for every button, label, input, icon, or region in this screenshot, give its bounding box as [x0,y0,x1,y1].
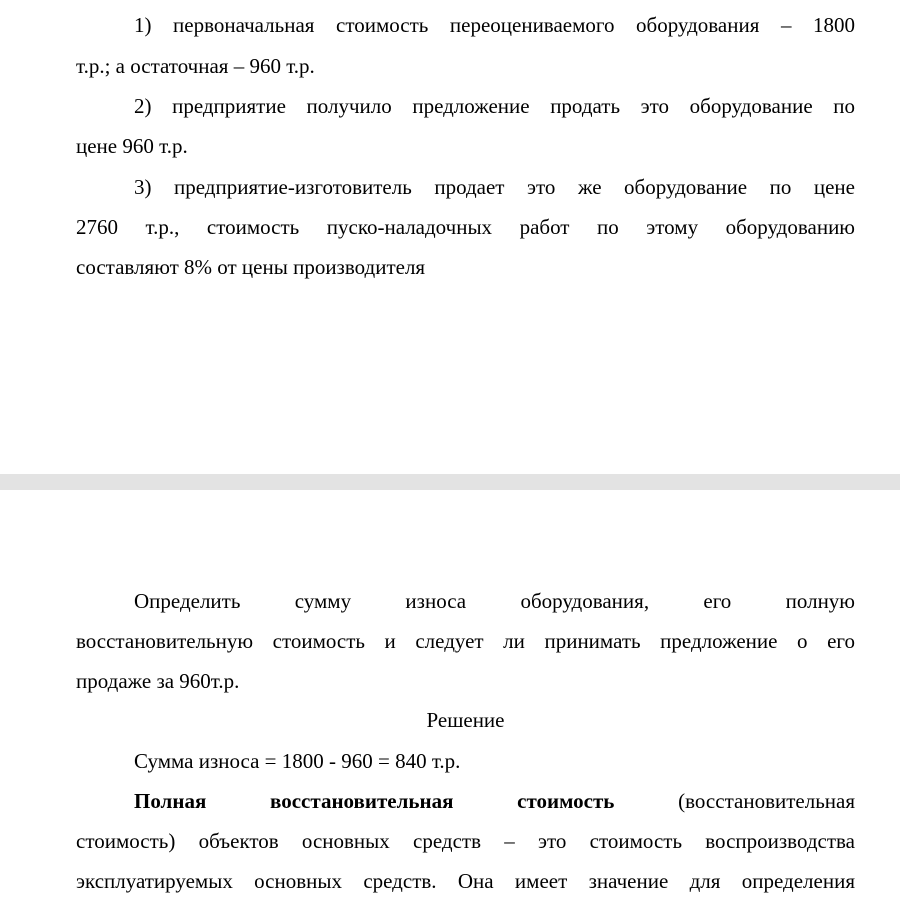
list-item-1-line-2: т.р.; а остаточная – 960 т.р. [76,54,315,78]
document-page-bottom [0,490,900,898]
definition-line-1-rest: (восстановительная [678,789,855,813]
task-line-3: продаже за 960т.р. [76,669,240,693]
definition-line-3: эксплуатируемых основных средств. Она имеет значение для определения [76,869,855,893]
list-item-3-line-1: 3) предприятие-изготовитель продает это же оборудование по цене [134,175,855,199]
task-line-1: Определить сумму износа оборудования, его полную [134,589,855,613]
solution-heading: Решение [426,708,505,732]
list-item-1-line-1: 1) первоначальная стоимость переоцениваемого оборудования – 1800 [134,13,855,37]
list-item-2-line-2: цене 960 т.р. [76,134,188,158]
definition-line-2: стоимость) объектов основных средств – это стоимость воспроизводства [76,829,855,853]
definition-line-1 [134,788,855,814]
list-item-3-line-2: 2760 т.р., стоимость пуско-наладочных работ по этому оборудованию [76,215,855,239]
wear-formula: Сумма износа = 1800 - 960 = 840 т.р. [134,749,461,773]
list-item-2-line-1: 2) предприятие получило предложение продать это оборудование по [134,94,855,118]
task-line-2: восстановительную стоимость и следует ли принимать предложение о его [76,629,855,653]
definition-term: Полная восстановительная стоимость [134,789,615,813]
page-separator [0,474,900,490]
list-item-3-line-3: составляют 8% от цены производителя [76,255,426,279]
